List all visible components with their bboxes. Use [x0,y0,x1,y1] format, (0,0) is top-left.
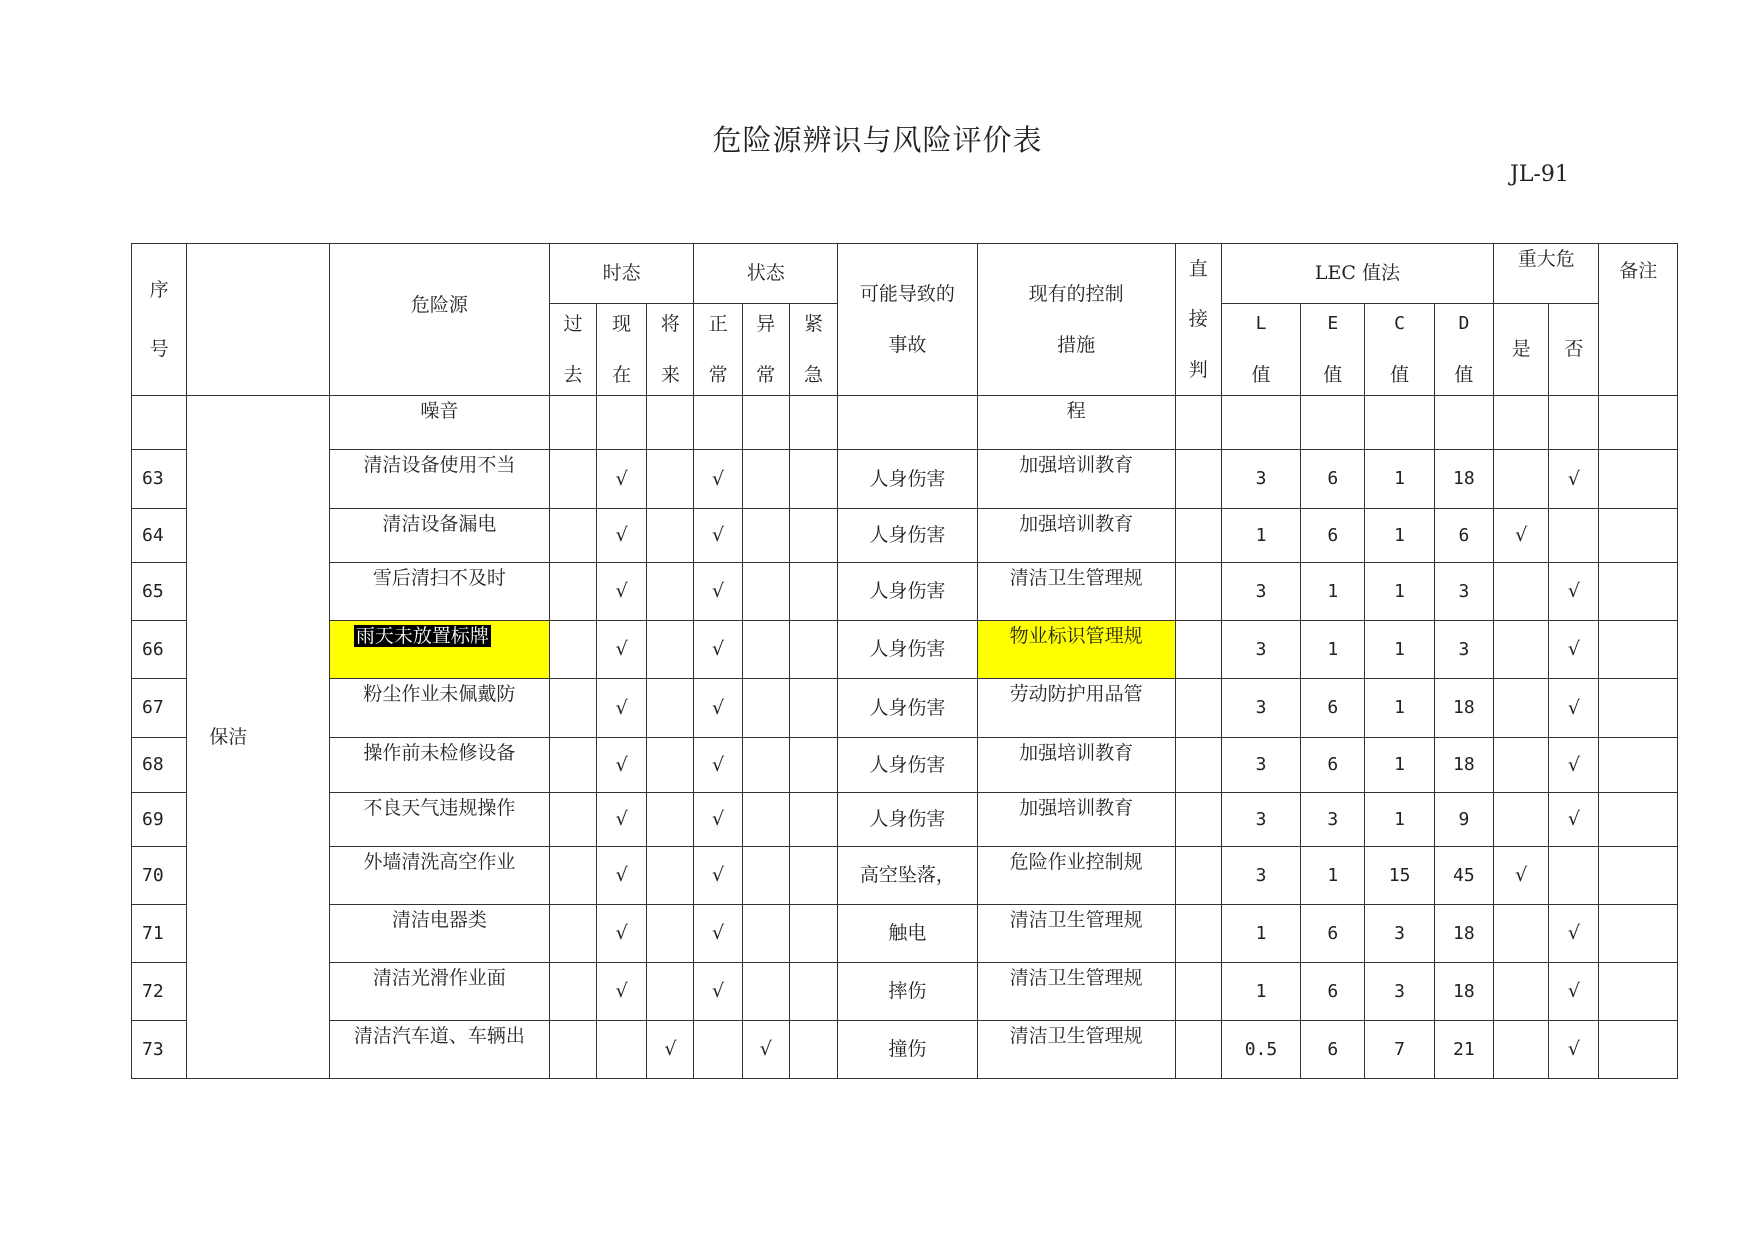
lec-e-cell: 6 [1301,738,1365,793]
accident-header: 可能导致的 事故 [838,244,978,396]
status-emergency-cell [789,905,837,963]
time-past-cell [549,905,596,963]
major-yes-cell: √ [1494,509,1549,563]
status-normal-cell: √ [694,847,742,905]
status-emergency-cell [789,738,837,793]
lec-l-cell: 3 [1221,738,1300,793]
table-row [132,1021,1678,1079]
control-cell: 清洁卫生管理规 [977,963,1175,1021]
major-no-cell [1549,847,1599,905]
remark-cell [1599,905,1678,963]
control-cell: 清洁卫生管理规 [977,905,1175,963]
status-col-emergency: 紧 急 [789,304,837,396]
status-emergency-cell [789,847,837,905]
hazard-text: 雨天未放置标牌 [355,625,489,647]
time-future-cell [647,905,694,963]
time-present-cell: √ [597,679,647,738]
direct-cell [1175,450,1221,509]
seq-cell: 71 [132,905,187,963]
seq-cell: 67 [132,679,187,738]
lec-l-cell: 1 [1221,963,1300,1021]
lec-c-cell: 1 [1365,509,1434,563]
major-yes-cell [1494,450,1549,509]
lec-e-cell: 6 [1301,679,1365,738]
time-future-cell [647,621,694,679]
status-normal-cell: √ [694,793,742,847]
major-yes-cell [1494,793,1549,847]
control-cell: 加强培训教育 [977,450,1175,509]
table-row [132,621,1678,679]
status-abnormal-cell: √ [742,1021,789,1079]
time-past-cell [549,793,596,847]
document-title: 危险源辨识与风险评价表 [712,123,1043,157]
time-future-cell [647,793,694,847]
time-present-cell: √ [597,905,647,963]
lec-c-cell: 7 [1365,1021,1434,1079]
major-yes-cell [1494,905,1549,963]
lec-c-cell: 1 [1365,738,1434,793]
status-normal-cell: √ [694,679,742,738]
time-present-cell: √ [597,509,647,563]
hazard-text: 清洁设备漏电 [382,513,497,535]
table-row [132,963,1678,1021]
table-row [132,905,1678,963]
status-header: 状态 [694,244,838,304]
direct-cell [1175,563,1221,621]
status-normal-cell: √ [694,905,742,963]
seq-cell: 72 [132,963,187,1021]
status-normal-cell: √ [694,563,742,621]
status-emergency-cell [789,679,837,738]
time-past-cell [549,450,596,509]
hazard-header: 危险源 [329,244,549,396]
time-col-past: 过 去 [549,304,596,396]
seq-cell: 69 [132,793,187,847]
time-past-cell [549,563,596,621]
lec-e-cell: 6 [1301,905,1365,963]
lec-l-cell: 3 [1221,847,1300,905]
major-yes-cell [1494,963,1549,1021]
control-header: 现有的控制 措施 [977,244,1175,396]
group-cell: 保洁 [187,396,330,1079]
status-emergency-cell [789,621,837,679]
major-no-cell: √ [1549,793,1599,847]
lec-l-cell: 3 [1221,621,1300,679]
accident-cell: 人身伤害 [838,563,978,621]
major-yes-cell [1494,563,1549,621]
lec-e-cell: 6 [1301,963,1365,1021]
time-present-cell: √ [597,793,647,847]
lec-d-cell: 18 [1434,679,1493,738]
seq-cell: 73 [132,1021,187,1079]
time-past-cell [549,847,596,905]
time-past-cell [549,1021,596,1079]
lec-e-cell: 3 [1301,793,1365,847]
seq-cell: 65 [132,563,187,621]
remark-cell [1599,450,1678,509]
lec-c-cell: 1 [1365,793,1434,847]
time-future-cell [647,509,694,563]
lec-col-e: E 值 [1301,304,1365,396]
time-present-cell [597,1021,647,1079]
remark-cell [1599,738,1678,793]
remark-cell [1599,847,1678,905]
status-emergency-cell [789,963,837,1021]
carry-hazard: 噪音 [329,396,549,450]
direct-header: 直 接 判 [1175,244,1221,396]
lec-d-cell: 3 [1434,621,1493,679]
hazard-text: 清洁电器类 [391,909,487,931]
lec-col-c: C 值 [1365,304,1434,396]
time-present-cell: √ [597,847,647,905]
direct-cell [1175,793,1221,847]
table-row [132,679,1678,738]
lec-c-cell: 3 [1365,963,1434,1021]
status-normal-cell: √ [694,963,742,1021]
control-cell: 危险作业控制规 [977,847,1175,905]
status-emergency-cell [789,509,837,563]
accident-cell: 高空坠落， [838,847,978,905]
status-abnormal-cell [742,905,789,963]
lec-col-l: L 值 [1221,304,1300,396]
lec-d-cell: 18 [1434,738,1493,793]
direct-cell [1175,738,1221,793]
major-hazard-header: 重大危 [1494,244,1599,304]
accident-cell: 人身伤害 [838,621,978,679]
hazard-text: 清洁光滑作业面 [372,967,506,989]
hazard-text: 外墙清洗高空作业 [363,851,516,873]
seq-cell: 63 [132,450,187,509]
table-row [132,738,1678,793]
lec-l-cell: 3 [1221,793,1300,847]
major-no-cell: √ [1549,621,1599,679]
major-no-cell: √ [1549,679,1599,738]
time-future-cell [647,847,694,905]
accident-cell: 撞伤 [838,1021,978,1079]
status-abnormal-cell [742,621,789,679]
status-col-normal: 正 常 [694,304,742,396]
status-normal-cell: √ [694,509,742,563]
time-past-cell [549,679,596,738]
lec-e-cell: 6 [1301,450,1365,509]
remark-header: 备注 [1599,244,1678,396]
accident-cell: 人身伤害 [838,738,978,793]
direct-cell [1175,509,1221,563]
seq-cell: 66 [132,621,187,679]
lec-c-cell: 15 [1365,847,1434,905]
lec-e-cell: 1 [1301,563,1365,621]
accident-cell: 触电 [838,905,978,963]
accident-cell: 人身伤害 [838,450,978,509]
direct-cell [1175,1021,1221,1079]
status-normal-cell: √ [694,621,742,679]
control-cell: 加强培训教育 [977,738,1175,793]
major-yes-cell [1494,679,1549,738]
major-col-no: 否 [1549,304,1599,396]
status-abnormal-cell [742,793,789,847]
lec-e-cell: 6 [1301,509,1365,563]
accident-cell: 人身伤害 [838,509,978,563]
time-state-header: 时态 [549,244,694,304]
remark-cell [1599,963,1678,1021]
status-abnormal-cell [742,509,789,563]
control-cell: 清洁卫生管理规 [977,563,1175,621]
seq-cell: 64 [132,509,187,563]
lec-col-d: D 值 [1434,304,1493,396]
status-col-abnormal: 异 常 [742,304,789,396]
hazard-text: 不良天气违规操作 [363,797,516,819]
major-yes-cell [1494,738,1549,793]
remark-cell [1599,679,1678,738]
carry-control: 程 [977,396,1175,450]
hazard-cell [329,450,549,509]
hazard-cell [329,793,549,847]
time-past-cell [549,963,596,1021]
direct-cell [1175,905,1221,963]
control-cell: 加强培训教育 [977,793,1175,847]
time-future-cell [647,738,694,793]
hazard-text: 粉尘作业未佩戴防 [363,683,516,705]
lec-l-cell: 1 [1221,509,1300,563]
time-past-cell [549,621,596,679]
header-row-1 [132,244,1678,304]
time-present-cell: √ [597,450,647,509]
lec-d-cell: 3 [1434,563,1493,621]
lec-d-cell: 21 [1434,1021,1493,1079]
lec-e-cell: 1 [1301,621,1365,679]
carry-over-row [132,396,1678,450]
hazard-cell [329,963,549,1021]
lec-d-cell: 18 [1434,905,1493,963]
accident-cell: 人身伤害 [838,679,978,738]
direct-cell [1175,621,1221,679]
status-normal-cell: √ [694,738,742,793]
major-yes-cell [1494,621,1549,679]
remark-cell [1599,621,1678,679]
lec-d-cell: 45 [1434,847,1493,905]
status-emergency-cell [789,793,837,847]
seq-cell: 68 [132,738,187,793]
remark-cell [1599,563,1678,621]
time-present-cell: √ [597,563,647,621]
time-future-cell [647,963,694,1021]
major-yes-cell: √ [1494,847,1549,905]
table-row [132,509,1678,563]
remark-cell [1599,509,1678,563]
time-future-cell [647,450,694,509]
status-abnormal-cell [742,963,789,1021]
status-abnormal-cell [742,679,789,738]
lec-header: LEC 值法 [1221,244,1493,304]
hazard-cell [329,847,549,905]
document-code: JL-91 [1510,162,1569,187]
time-past-cell [549,738,596,793]
lec-d-cell: 9 [1434,793,1493,847]
time-future-cell [647,679,694,738]
lec-c-cell: 1 [1365,450,1434,509]
hazard-cell [329,1021,549,1079]
seq-cell: 70 [132,847,187,905]
hazard-table [131,243,1678,1079]
hazard-text: 清洁汽车道、车辆出 [353,1025,525,1047]
time-col-future: 将 来 [647,304,694,396]
lec-e-cell: 6 [1301,1021,1365,1079]
lec-c-cell: 1 [1365,679,1434,738]
time-future-cell: √ [647,1021,694,1079]
time-present-cell: √ [597,621,647,679]
hazard-text: 操作前未检修设备 [363,742,516,764]
major-no-cell: √ [1549,563,1599,621]
hazard-cell [329,738,549,793]
table-row [132,563,1678,621]
hazard-cell [329,563,549,621]
major-yes-cell [1494,1021,1549,1079]
lec-l-cell: 3 [1221,563,1300,621]
control-cell: 加强培训教育 [977,509,1175,563]
lec-l-cell: 3 [1221,679,1300,738]
lec-l-cell: 1 [1221,905,1300,963]
hazard-cell [329,905,549,963]
hazard-text: 雪后清扫不及时 [372,567,506,589]
major-no-cell: √ [1549,1021,1599,1079]
lec-c-cell: 3 [1365,905,1434,963]
hazard-cell [329,679,549,738]
direct-cell [1175,963,1221,1021]
control-cell: 清洁卫生管理规 [977,1021,1175,1079]
control-cell: 劳动防护用品管 [977,679,1175,738]
status-emergency-cell [789,450,837,509]
major-no-cell: √ [1549,963,1599,1021]
major-no-cell [1549,509,1599,563]
major-no-cell: √ [1549,450,1599,509]
time-future-cell [647,563,694,621]
direct-cell [1175,679,1221,738]
lec-c-cell: 1 [1365,621,1434,679]
time-present-cell: √ [597,738,647,793]
lec-d-cell: 6 [1434,509,1493,563]
table-row [132,847,1678,905]
group-header [187,244,330,396]
lec-d-cell: 18 [1434,450,1493,509]
accident-cell: 摔伤 [838,963,978,1021]
status-emergency-cell [789,563,837,621]
hazard-cell [329,509,549,563]
lec-c-cell: 1 [1365,563,1434,621]
time-present-cell: √ [597,963,647,1021]
control-cell: 物业标识管理规 [977,621,1175,679]
time-past-cell [549,509,596,563]
table-row [132,450,1678,509]
status-abnormal-cell [742,738,789,793]
time-col-present: 现 在 [597,304,647,396]
hazard-text: 清洁设备使用不当 [363,454,516,476]
table-row [132,793,1678,847]
lec-d-cell: 18 [1434,963,1493,1021]
major-no-cell: √ [1549,738,1599,793]
status-normal-cell [694,1021,742,1079]
major-col-yes: 是 [1494,304,1549,396]
status-abnormal-cell [742,847,789,905]
major-no-cell: √ [1549,905,1599,963]
status-abnormal-cell [742,450,789,509]
remark-cell [1599,1021,1678,1079]
status-normal-cell: √ [694,450,742,509]
lec-l-cell: 3 [1221,450,1300,509]
status-abnormal-cell [742,563,789,621]
seq-header: 序 号 [132,244,187,396]
accident-cell: 人身伤害 [838,793,978,847]
lec-e-cell: 1 [1301,847,1365,905]
lec-l-cell: 0.5 [1221,1021,1300,1079]
remark-cell [1599,793,1678,847]
status-emergency-cell [789,1021,837,1079]
direct-cell [1175,847,1221,905]
hazard-cell [329,621,549,679]
